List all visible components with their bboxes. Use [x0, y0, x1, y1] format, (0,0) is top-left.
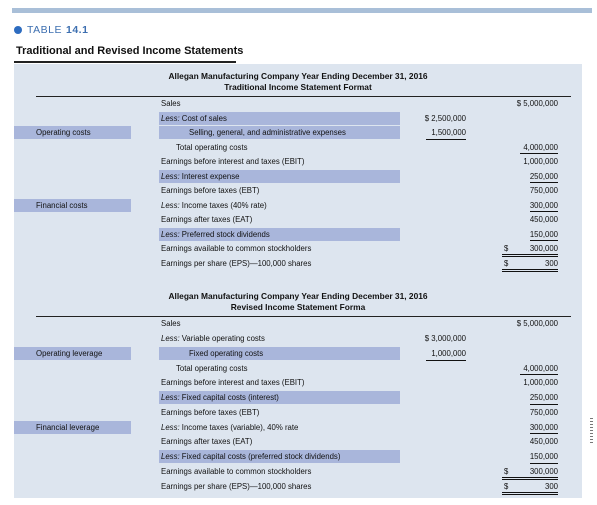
row-label: Earnings after taxes (EAT): [161, 437, 253, 446]
right-value: 750,000: [529, 408, 558, 417]
mid-value: $ 3,000,000: [424, 334, 466, 343]
less-prefix: Less:: [161, 423, 180, 432]
right-value: 1,000,000: [523, 157, 558, 166]
underline: [530, 463, 558, 464]
title-rule: [14, 61, 236, 63]
top-accent-bar: [12, 8, 592, 13]
underline: [530, 240, 558, 241]
row-label: [161, 450, 340, 463]
section-company-heading: Allegan Manufacturing Company Year Ending December 31, 2016: [168, 71, 428, 81]
bullet-icon: [14, 26, 22, 34]
less-prefix: Less:: [161, 452, 180, 461]
dollar-sign: $: [504, 482, 509, 491]
less-prefix: Less:: [161, 172, 180, 181]
right-value: 450,000: [529, 437, 558, 446]
right-value: 450,000: [529, 215, 558, 224]
right-value: 750,000: [529, 186, 558, 195]
section-format-heading: Traditional Income Statement Format: [224, 82, 372, 92]
row-label: Earnings per share (EPS)—100,000 shares: [161, 259, 312, 268]
section-format-heading: Revised Income Statement Forma: [230, 302, 366, 312]
row-label: Earnings after taxes (EAT): [161, 215, 253, 224]
row-label: [161, 228, 270, 241]
row-label-text: Interest expense: [179, 172, 240, 181]
right-value: 300: [544, 482, 558, 491]
less-prefix: Less:: [161, 334, 180, 343]
right-value: 150,000: [529, 452, 558, 461]
dollar-sign: $: [504, 467, 509, 476]
row-label-text: Preferred stock dividends: [179, 230, 270, 239]
table-label: [14, 24, 88, 36]
right-value: 1,000,000: [523, 378, 558, 387]
underline: [426, 139, 466, 140]
row-label: Selling, general, and administrative expenses: [189, 128, 346, 137]
right-value: 250,000: [529, 172, 558, 181]
underline: [530, 182, 558, 183]
right-value: 4,000,000: [523, 143, 558, 152]
right-value: $ 5,000,000: [516, 319, 558, 328]
row-label: [161, 391, 279, 404]
row-label-text: Income taxes (variable), 40% rate: [179, 423, 299, 432]
section-rule: [36, 316, 571, 317]
right-value: 300,000: [529, 244, 558, 253]
row-label: Earnings per share (EPS)—100,000 shares: [161, 482, 312, 491]
less-prefix: Less:: [161, 114, 180, 123]
row-label: Sales: [161, 319, 181, 328]
row-label: Earnings before taxes (EBT): [161, 186, 260, 195]
row-label: Earnings available to common stockholders: [161, 244, 312, 253]
dollar-sign: $: [504, 244, 509, 253]
row-label: Earnings before interest and taxes (EBIT): [161, 157, 305, 166]
underline: [530, 211, 558, 212]
row-label: Earnings available to common stockholders: [161, 467, 312, 476]
right-value: 250,000: [529, 393, 558, 402]
section-company-heading: Allegan Manufacturing Company Year Ending December 31, 2016: [168, 291, 428, 301]
underline: [426, 360, 466, 361]
underline: [530, 404, 558, 405]
row-label-text: Cost of sales: [179, 114, 227, 123]
right-value: $ 5,000,000: [516, 99, 558, 108]
row-label: [161, 421, 298, 434]
table-title: Traditional and Revised Income Statements: [16, 45, 244, 57]
category-financial-costs: Financial costs: [14, 199, 131, 212]
less-prefix: Less:: [161, 201, 180, 210]
row-label: Total operating costs: [176, 143, 248, 152]
row-label-text: Income taxes (40% rate): [179, 201, 267, 210]
less-prefix: Less:: [161, 230, 180, 239]
statements-panel: [14, 64, 582, 498]
right-value: 300,000: [529, 201, 558, 210]
row-label-text: Variable operating costs: [179, 334, 265, 343]
row-label-text: Fixed capital costs (interest): [179, 393, 279, 402]
mid-value: $ 2,500,000: [424, 114, 466, 123]
right-value: 300,000: [529, 467, 558, 476]
section-heading: [14, 71, 582, 93]
row-label: Sales: [161, 99, 181, 108]
category-operating-leverage: Operating leverage: [14, 347, 131, 360]
row-label: [161, 170, 239, 183]
mid-value: 1,500,000: [431, 128, 466, 137]
row-label: Earnings before taxes (EBT): [161, 408, 260, 417]
row-label: [161, 332, 265, 345]
category-financial-leverage: Financial leverage: [14, 421, 131, 434]
right-value: 4,000,000: [523, 364, 558, 373]
less-prefix: Less:: [161, 393, 180, 402]
category-operating-costs: Operating costs: [14, 126, 131, 139]
right-value: 150,000: [529, 230, 558, 239]
row-label: Earnings before interest and taxes (EBIT): [161, 378, 305, 387]
row-label: Total operating costs: [176, 364, 248, 373]
section-rule: [36, 96, 571, 97]
dollar-sign: $: [504, 259, 509, 268]
table-label-number: 14.1: [65, 24, 89, 36]
double-underline: [502, 492, 558, 495]
mid-value: 1,000,000: [431, 349, 466, 358]
right-value: 300: [544, 259, 558, 268]
section-heading: [14, 291, 582, 313]
right-value: 300,000: [529, 423, 558, 432]
page-edge-mark: [590, 418, 593, 444]
row-label: [161, 199, 267, 212]
table-label-prefix: TABLE: [27, 24, 62, 36]
underline: [530, 433, 558, 434]
row-label: Fixed operating costs: [189, 349, 264, 358]
double-underline: [502, 269, 558, 272]
row-label-text: Fixed capital costs (preferred stock dividends): [179, 452, 341, 461]
row-label: [161, 112, 227, 125]
